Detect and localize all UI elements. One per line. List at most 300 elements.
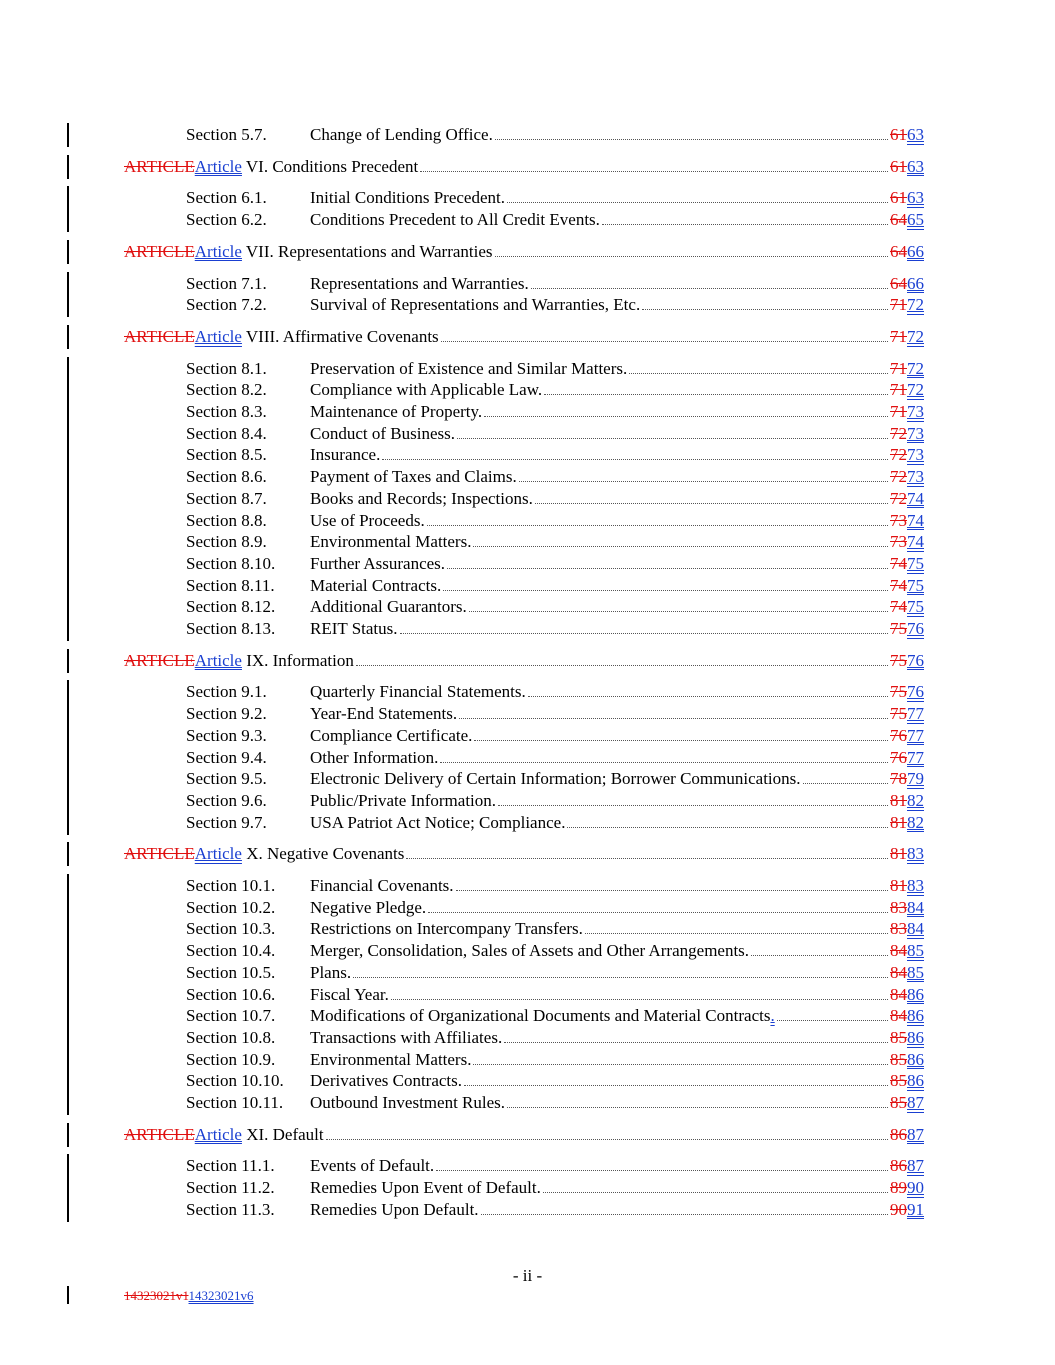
toc-title [124, 1125, 324, 1145]
section-number: Section 10.2. [186, 897, 276, 917]
dot-leader [535, 503, 888, 504]
toc-section-entry [0, 1006, 1055, 1028]
old-page-number: 85 [890, 1049, 907, 1069]
old-page-number: 74 [890, 553, 907, 573]
section-title: Conduct of Business. [310, 423, 455, 443]
section-number: Section 11.2. [186, 1178, 275, 1198]
section-number: Section 7.2. [186, 295, 267, 315]
new-page-number[interactable]: 63 [907, 156, 924, 176]
dot-leader [420, 171, 888, 172]
page-reference[interactable] [890, 274, 924, 294]
dot-leader [544, 394, 888, 395]
toc-section-entry [0, 1093, 1055, 1115]
new-page-number[interactable]: 72 [907, 358, 924, 378]
toc-title [310, 210, 600, 230]
dot-leader [473, 546, 888, 547]
change-bar [67, 240, 69, 264]
toc-section-entry [0, 963, 1055, 985]
new-page-number[interactable]: 84 [907, 919, 924, 939]
change-bar [67, 1286, 69, 1304]
toc-section-entry [0, 274, 1055, 296]
dot-leader [528, 696, 888, 697]
old-page-number: 86 [890, 1124, 907, 1144]
page-reference[interactable] [890, 489, 924, 509]
dot-leader [400, 633, 888, 634]
toc-title [310, 1093, 505, 1113]
toc-title [310, 726, 472, 746]
toc-title [310, 295, 640, 315]
toc-title [124, 327, 439, 347]
old-page-number: 81 [890, 790, 907, 810]
new-page-number[interactable]: 63 [907, 125, 924, 144]
old-page-number: 61 [890, 188, 907, 208]
toc-title [310, 791, 496, 811]
toc-title [124, 242, 493, 262]
change-bar [67, 1069, 69, 1093]
document-id-inserted: 14323021v6 [188, 1288, 254, 1303]
page-reference[interactable] [890, 813, 924, 833]
section-number: Section 9.3. [186, 725, 267, 745]
page-reference[interactable] [890, 188, 924, 208]
new-page-number[interactable]: 83 [907, 876, 924, 895]
toc-section-entry [0, 769, 1055, 791]
old-page-number: 71 [890, 380, 907, 400]
new-page-number[interactable]: 74 [907, 510, 924, 530]
toc-title [310, 985, 389, 1005]
dot-leader [406, 858, 888, 859]
page-reference[interactable] [890, 210, 924, 230]
toc-section-entry [0, 576, 1055, 598]
section-title: Fiscal Year. [310, 984, 389, 1004]
toc-title [310, 274, 529, 294]
change-bar [67, 422, 69, 446]
change-bar [67, 509, 69, 533]
section-number: Section 8.4. [186, 423, 267, 443]
page-reference[interactable] [890, 242, 924, 262]
change-bar [67, 443, 69, 467]
dot-leader [382, 459, 888, 460]
section-number: Section 8.5. [186, 445, 267, 465]
section-number: Section 8.2. [186, 380, 267, 400]
new-page-number[interactable]: 90 [907, 1178, 924, 1198]
new-page-number[interactable]: 77 [907, 725, 924, 745]
change-bar [67, 552, 69, 576]
page-reference[interactable] [890, 1028, 924, 1048]
toc-section-entry [0, 726, 1055, 748]
document-id [124, 1288, 254, 1304]
change-bar [67, 961, 69, 985]
page-reference[interactable] [890, 748, 924, 768]
section-number: Section 6.2. [186, 210, 267, 230]
section-title: Initial Conditions Precedent. [310, 188, 505, 208]
change-bar [67, 649, 69, 673]
old-page-number: 85 [890, 1093, 907, 1112]
article-title: XI. Default [241, 1124, 324, 1144]
toc-section-entry [0, 489, 1055, 511]
old-page-number: 83 [890, 919, 907, 939]
dot-leader [495, 139, 888, 140]
toc-title [310, 963, 351, 983]
page-reference[interactable] [890, 554, 924, 574]
old-page-number: 83 [890, 897, 907, 917]
toc-section-entry [0, 619, 1055, 641]
toc-section-entry [0, 359, 1055, 381]
change-bar [67, 1004, 69, 1028]
page-reference[interactable] [890, 511, 924, 531]
new-page-number[interactable]: 86 [907, 1071, 924, 1091]
new-page-number[interactable]: 85 [907, 962, 924, 982]
inserted-text: Article [194, 326, 242, 346]
new-page-number[interactable]: 66 [907, 273, 924, 293]
old-page-number: 74 [890, 597, 907, 617]
toc-section-entry [0, 748, 1055, 770]
article-title: VIII. Affirmative Covenants [241, 326, 439, 346]
toc-title [310, 359, 627, 379]
toc-title [310, 1050, 471, 1070]
page-reference[interactable] [890, 919, 924, 939]
page-reference[interactable] [890, 576, 924, 596]
section-number: Section 9.2. [186, 704, 267, 724]
change-bar [67, 325, 69, 349]
section-number: Section 10.9. [186, 1049, 276, 1069]
new-page-number[interactable]: 75 [907, 553, 924, 573]
dot-leader [751, 955, 888, 956]
dot-leader [481, 1214, 888, 1215]
toc-section-entry [0, 876, 1055, 898]
change-bar [67, 874, 69, 898]
new-page-number[interactable]: 82 [907, 790, 924, 810]
dot-leader [427, 525, 888, 526]
page-reference[interactable] [890, 467, 924, 487]
section-number: Section 9.6. [186, 790, 267, 810]
page-reference[interactable] [890, 704, 924, 724]
section-number: Section 11.3. [186, 1199, 275, 1219]
page-reference[interactable] [890, 985, 924, 1005]
page-reference[interactable] [890, 682, 924, 702]
change-bar [67, 155, 69, 179]
new-page-number[interactable]: 85 [907, 941, 924, 961]
section-title: Electronic Delivery of Certain Information; Borrower Communications. [310, 769, 801, 789]
section-number: Section 10.3. [186, 919, 276, 939]
deleted-text: ARTICLE [124, 650, 195, 670]
section-title: Remedies Upon Default. [310, 1199, 479, 1219]
old-page-number: 71 [890, 326, 907, 346]
toc-section-entry [0, 682, 1055, 704]
dot-leader [642, 309, 888, 310]
new-page-number[interactable]: 73 [907, 402, 924, 421]
change-bar [67, 272, 69, 296]
new-page-number[interactable]: 83 [907, 844, 924, 864]
toc-section-entry [0, 188, 1055, 210]
change-bar [67, 724, 69, 748]
old-page-number: 78 [890, 769, 907, 789]
section-title: Further Assurances. [310, 553, 446, 573]
section-title: Negative Pledge. [310, 897, 427, 917]
page-reference[interactable] [890, 1178, 924, 1198]
old-page-number: 85 [890, 1071, 907, 1091]
section-title: Year-End Statements. [310, 704, 458, 724]
toc-title [310, 1006, 775, 1026]
new-page-number[interactable]: 82 [907, 812, 924, 832]
page-reference[interactable] [890, 876, 924, 896]
new-page-number[interactable]: 91 [907, 1199, 924, 1219]
section-title: Representations and Warranties. [310, 273, 529, 293]
page-reference[interactable] [890, 1071, 924, 1091]
section-title: Remedies Upon Event of Default. [310, 1178, 541, 1198]
toc-title [310, 1028, 502, 1048]
old-page-number: 74 [890, 575, 907, 595]
section-number: Section 11.1. [186, 1156, 275, 1176]
page-reference[interactable] [890, 1125, 924, 1145]
change-bar [67, 1091, 69, 1115]
change-bar [67, 1048, 69, 1072]
new-page-number[interactable]: 73 [907, 467, 924, 487]
toc-section-entry [0, 597, 1055, 619]
toc-article-heading [0, 1125, 1055, 1147]
deleted-text: ARTICLE [124, 1124, 195, 1144]
new-page-number[interactable]: 86 [907, 1027, 924, 1047]
inserted-text: Article [194, 156, 242, 176]
new-page-number[interactable]: 66 [907, 241, 924, 261]
change-bar [67, 186, 69, 210]
page-reference[interactable] [890, 125, 924, 145]
new-page-number[interactable]: 76 [907, 650, 924, 670]
toc-section-entry [0, 445, 1055, 467]
section-number: Section 9.4. [186, 747, 267, 767]
inserted-text: Article [194, 844, 242, 864]
change-bar [67, 1026, 69, 1050]
page-reference[interactable] [890, 359, 924, 379]
toc-section-entry [0, 1156, 1055, 1178]
old-page-number: 72 [890, 467, 907, 487]
deleted-text: ARTICLE [124, 241, 195, 261]
section-number: Section 8.3. [186, 402, 267, 421]
new-page-number[interactable]: 74 [907, 488, 924, 508]
toc-title [310, 1200, 479, 1220]
change-bar [67, 1154, 69, 1178]
section-number: Section 8.6. [186, 467, 267, 487]
new-page-number[interactable]: 73 [907, 445, 924, 465]
new-page-number[interactable]: 86 [907, 1006, 924, 1026]
dot-leader [474, 740, 888, 741]
dot-leader [459, 718, 888, 719]
old-page-number: 84 [890, 1006, 907, 1026]
change-bar [67, 400, 69, 424]
new-page-number[interactable]: 75 [907, 597, 924, 617]
section-title: Additional Guarantors. [310, 597, 467, 617]
section-number: Section 9.7. [186, 812, 267, 832]
section-title: Material Contracts. [310, 575, 442, 595]
change-bar [67, 530, 69, 554]
change-bar [67, 789, 69, 813]
new-page-number[interactable]: 86 [907, 984, 924, 1004]
dot-leader [504, 1042, 888, 1043]
page-reference[interactable] [890, 327, 924, 347]
new-page-number[interactable]: 72 [907, 380, 924, 400]
toc-section-entry [0, 511, 1055, 533]
section-title: Compliance Certificate. [310, 725, 473, 745]
change-bar [67, 1123, 69, 1147]
page-reference[interactable] [890, 597, 924, 617]
toc-section-entry [0, 985, 1055, 1007]
toc-title [310, 876, 454, 896]
section-number: Section 10.7. [186, 1006, 276, 1026]
deleted-text: ARTICLE [124, 844, 195, 864]
toc-title [310, 554, 445, 574]
old-page-number: 73 [890, 532, 907, 552]
toc-title [310, 682, 526, 702]
new-page-number[interactable]: 76 [907, 682, 924, 702]
old-page-number: 64 [890, 273, 907, 293]
dot-leader [436, 1170, 888, 1171]
page-reference[interactable] [890, 1156, 924, 1176]
section-title: Use of Proceeds. [310, 510, 425, 530]
page-reference[interactable] [890, 898, 924, 918]
old-page-number: 64 [890, 241, 907, 261]
page-reference[interactable] [890, 402, 924, 422]
dot-leader [484, 416, 888, 417]
change-bar [67, 702, 69, 726]
page-reference[interactable] [890, 1200, 924, 1220]
new-page-number[interactable]: 77 [907, 747, 924, 767]
page-reference[interactable] [890, 380, 924, 400]
page-reference[interactable] [890, 157, 924, 177]
section-title: Insurance. [310, 445, 381, 465]
section-title: Derivatives Contracts. [310, 1071, 463, 1091]
old-page-number: 73 [890, 510, 907, 530]
dot-leader [602, 224, 888, 225]
change-bar [67, 487, 69, 511]
page-reference[interactable] [890, 1093, 924, 1113]
old-page-number: 72 [890, 423, 907, 443]
section-title: Change of Lending Office. [310, 125, 493, 144]
page-reference[interactable] [890, 295, 924, 315]
new-page-number[interactable]: 74 [907, 532, 924, 552]
old-page-number: 76 [890, 747, 907, 767]
dot-leader [456, 890, 888, 891]
page-reference[interactable] [890, 424, 924, 444]
toc-title [310, 576, 441, 596]
dot-leader [531, 288, 888, 289]
old-page-number: 86 [890, 1156, 907, 1176]
section-title: Maintenance of Property. [310, 402, 483, 421]
page-reference[interactable] [890, 1006, 924, 1026]
toc-section-entry [0, 1050, 1055, 1072]
section-title: Survival of Representations and Warranties, Etc. [310, 295, 641, 315]
change-bar [67, 1198, 69, 1222]
toc-section-entry [0, 898, 1055, 920]
toc-title [310, 467, 517, 487]
section-title: Public/Private Information. [310, 790, 497, 810]
change-bar [67, 811, 69, 835]
toc-title [310, 1178, 541, 1198]
toc-title [310, 380, 542, 400]
section-number: Section 6.1. [186, 188, 267, 208]
new-page-number[interactable]: 87 [907, 1124, 924, 1144]
new-page-number[interactable]: 72 [907, 326, 924, 346]
page-reference[interactable] [890, 445, 924, 465]
change-bar [67, 595, 69, 619]
dot-leader [391, 999, 888, 1000]
new-page-number[interactable]: 76 [907, 619, 924, 638]
page-reference[interactable] [890, 963, 924, 983]
toc-title [310, 1156, 434, 1176]
toc-section-entry [0, 125, 1055, 147]
new-page-number[interactable]: 73 [907, 423, 924, 443]
old-page-number: 89 [890, 1178, 907, 1198]
toc-article-heading [0, 844, 1055, 866]
page-reference[interactable] [890, 844, 924, 864]
new-page-number[interactable]: 87 [907, 1156, 924, 1176]
new-page-number[interactable]: 86 [907, 1049, 924, 1069]
page-reference[interactable] [890, 1050, 924, 1070]
page-reference[interactable] [890, 651, 924, 671]
old-page-number: 61 [890, 125, 907, 144]
section-title: Preservation of Existence and Similar Matters. [310, 358, 628, 378]
section-number: Section 8.9. [186, 532, 267, 552]
section-number: Section 5.7. [186, 125, 267, 144]
old-page-number: 71 [890, 358, 907, 378]
new-page-number[interactable]: 72 [907, 295, 924, 315]
section-number: Section 8.11. [186, 575, 275, 595]
page-reference[interactable] [890, 726, 924, 746]
dot-leader [473, 1064, 888, 1065]
change-bar [67, 680, 69, 704]
new-page-number[interactable]: 65 [907, 210, 924, 230]
old-page-number: 81 [890, 876, 907, 895]
dot-leader [507, 1107, 888, 1108]
dot-leader [326, 1139, 888, 1140]
new-page-number[interactable]: 87 [907, 1093, 924, 1112]
dot-leader [440, 762, 888, 763]
section-number: Section 10.8. [186, 1027, 276, 1047]
deleted-text: ARTICLE [124, 326, 195, 346]
section-number: Section 9.5. [186, 769, 267, 789]
section-number: Section 10.4. [186, 941, 276, 961]
change-bar [67, 123, 69, 147]
old-page-number: 81 [890, 844, 907, 864]
page-reference[interactable] [890, 769, 924, 789]
dot-leader [803, 783, 888, 784]
change-bar [67, 767, 69, 791]
toc-section-entry [0, 467, 1055, 489]
new-page-number[interactable]: 77 [907, 704, 924, 724]
new-page-number[interactable]: 79 [907, 769, 924, 789]
dot-leader [777, 1020, 888, 1021]
page-reference[interactable] [890, 791, 924, 811]
old-page-number: 75 [890, 650, 907, 670]
toc-title [310, 597, 467, 617]
dot-leader [567, 827, 888, 828]
new-page-number[interactable]: 75 [907, 575, 924, 595]
old-page-number: 76 [890, 725, 907, 745]
dot-leader [428, 912, 888, 913]
page-reference[interactable] [890, 941, 924, 961]
section-number: Section 10.6. [186, 984, 276, 1004]
section-number: Section 8.7. [186, 488, 267, 508]
page-reference[interactable] [890, 619, 924, 639]
old-page-number: 71 [890, 295, 907, 315]
dot-leader [585, 933, 888, 934]
page-reference[interactable] [890, 532, 924, 552]
toc-title [310, 489, 533, 509]
toc-title [310, 619, 398, 639]
new-page-number[interactable]: 84 [907, 897, 924, 917]
old-page-number: 75 [890, 619, 907, 638]
toc-article-heading [0, 651, 1055, 673]
change-bar [67, 896, 69, 920]
new-page-number[interactable]: 63 [907, 188, 924, 208]
